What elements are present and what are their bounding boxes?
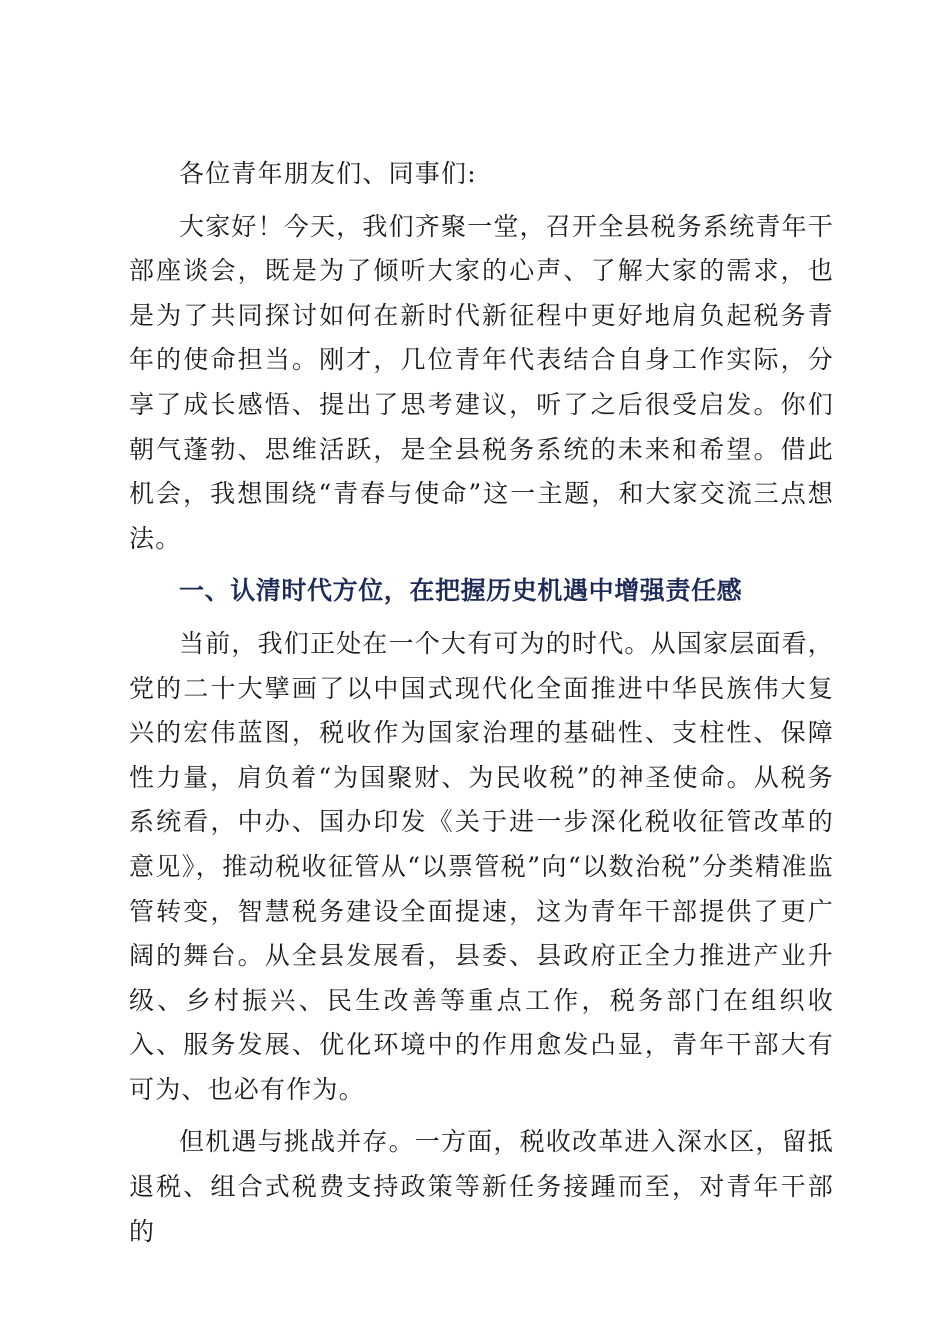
section-paragraph-1: 当前，我们正处在一个大有可为的时代。从国家层面看，党的二十大擘画了以中国式现代化全面推进中华民族伟大复兴的宏伟蓝图，税收作为国家治理的基础性、支柱性、保障性力量，肩负着“为国聚财、为民收税”的神圣使命。从税务系统看，中办、国办印发《关于进一步深化税收征管改革的意见》，推动税收征管从“以票管税”向“以数治税”分类精准监管转变，智慧税务建设全面提速，这为青年干部提供了更广阔的舞台。从全县发展看，县委、县政府正全力推进产业升级、乡村振兴、民生改善等重点工作，税务部门在组织收入、服务发展、优化环境中的作用愈发凸显，青年干部大有可为、也必有作为。	[129, 628, 835, 1104]
section-paragraph-2: 但机遇与挑战并存。一方面，税收改革进入深水区，留抵退税、组合式税费支持政策等新任务接踵而至，对青年干部的	[129, 1127, 835, 1246]
section-heading: 一、认清时代方位，在把握历史机遇中增强责任感	[179, 576, 743, 606]
opening-paragraph: 大家好！今天，我们齐聚一堂，召开全县税务系统青年干部座谈会，既是为了倾听大家的心声、了解大家的需求，也是为了共同探讨如何在新时代新征程中更好地肩负起税务青年的使命担当。刚才，几位青年代表结合自身工作实际，分享了成长感悟、提出了思考建议，听了之后很受启发。你们朝气蓬勃、思维活跃，是全县税务系统的未来和希望。借此机会，我想围绕“青春与使命”这一主题，和大家交流三点想法。	[129, 211, 835, 553]
salutation: 各位青年朋友们、同事们:	[179, 159, 477, 188]
document-body	[129, 152, 834, 1254]
